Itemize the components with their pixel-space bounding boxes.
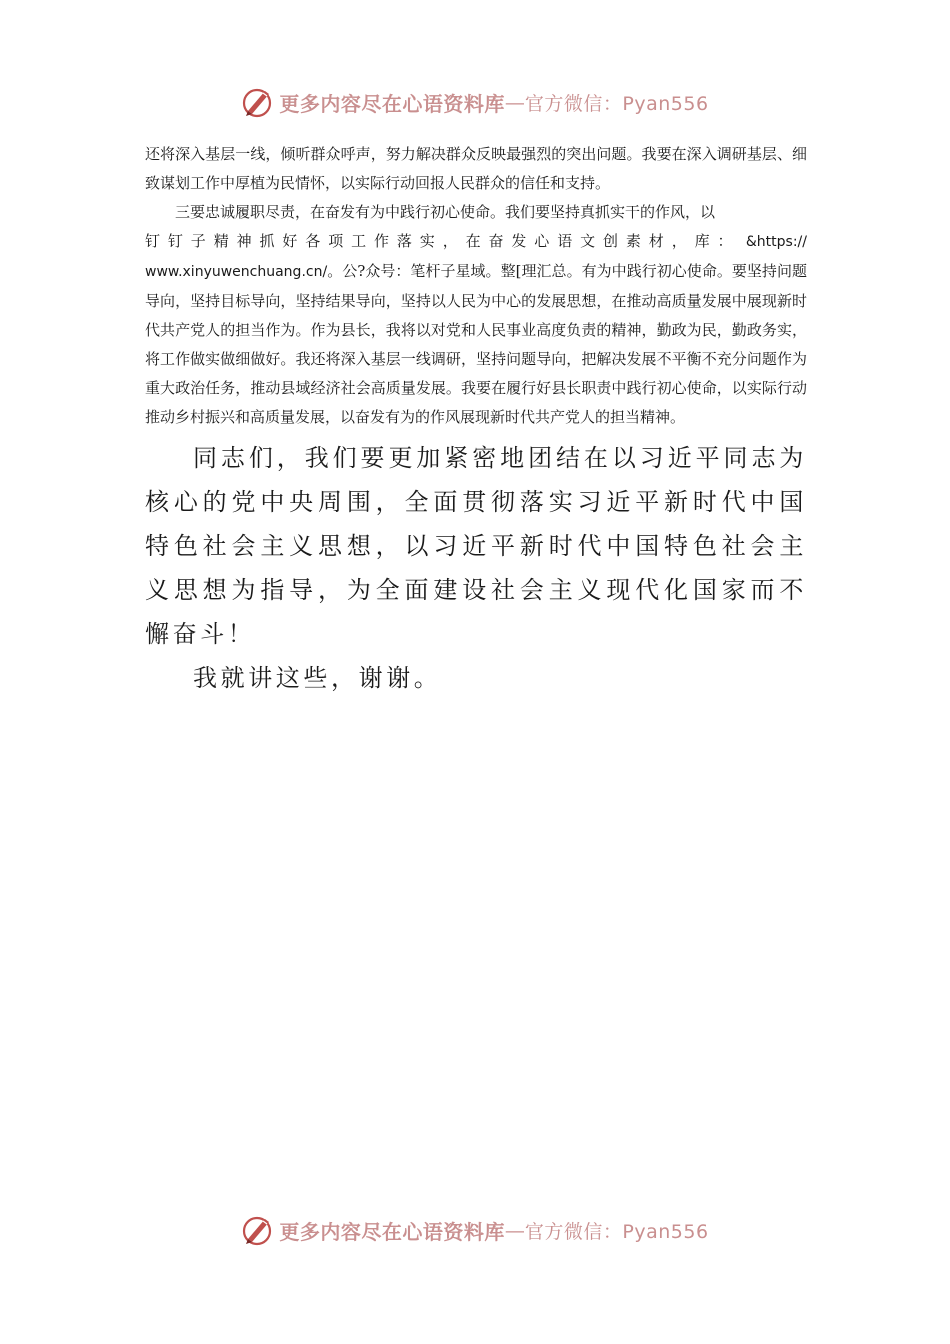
paragraph-1: 还将深入基层一线，倾听群众呼声，努力解决群众反映最强烈的突出问题。我要在深入调研基层、细致谋划工作中厚植为民情怀，以实际行动回报人民群众的信任和支持。	[145, 145, 807, 192]
paragraph-2-link-prefix: &https://	[745, 234, 807, 250]
large-text-section	[145, 436, 807, 700]
paragraph-2-spread-text: 钉钉子精神抓好各项工作落实，在奋发心语文创素材，库：	[145, 232, 741, 250]
document-body	[145, 140, 807, 700]
header-wechat-text: 官方微信：Pyan556	[524, 92, 709, 115]
paragraph-2-line-1: 三要忠诚履职尽责，在奋发有为中践行初心使命。我们要坚持真抓实干的作风，以	[175, 203, 716, 221]
paragraph-4: 我就讲这些，谢谢。	[193, 664, 442, 692]
small-text-section	[145, 140, 807, 432]
paragraph-3: 同志们，我们要更加紧密地团结在以习近平同志为核心的党中央周围，全面贯彻落实习近平新时代中国特色社会主义思想，以习近平新时代中国特色社会主义思想为指导，为全面建设社会主义现代化国家而不懈奋斗！	[145, 444, 807, 648]
header-brand-text: 更多内容尽在心语资料库	[279, 91, 505, 116]
footer-banner	[0, 1210, 950, 1250]
paragraph-2-rest	[145, 227, 807, 432]
footer-brand-text: 更多内容尽在心语资料库	[279, 1219, 505, 1244]
pen-logo-icon	[241, 85, 275, 119]
footer-separator: —	[504, 1218, 525, 1242]
footer-wechat-text: 官方微信：Pyan556	[524, 1220, 709, 1243]
header-banner	[0, 82, 950, 122]
pen-logo-icon	[241, 1213, 275, 1247]
header-separator: —	[504, 90, 525, 114]
paragraph-2-url: www.xinyuwenchuang.cn/	[145, 264, 328, 280]
paragraph-2-body: 。公?众号：笔杆子星域。整[理汇总。有为中践行初心使命。要坚持问题导向，坚持目标导向，坚持结果导向，坚持以人民为中心的发展思想，在推动高质量发展中展现新时代共产党人的担当作为。作为县长，我将以对党和人民事业高度负责的精神，勤政为民，勤政务实，将工作做实做细做好。我还将深入基层一线调研，坚持问题导向，把解决发展不平衡不充分问题作为重大政治任务，推动县域经济社会高质量发展。我要在履行好县长职责中践行初心使命，以实际行动推动乡村振兴和高质量发展，以奋发有为的作风展现新时代共产党人的担当精神。	[145, 262, 807, 426]
